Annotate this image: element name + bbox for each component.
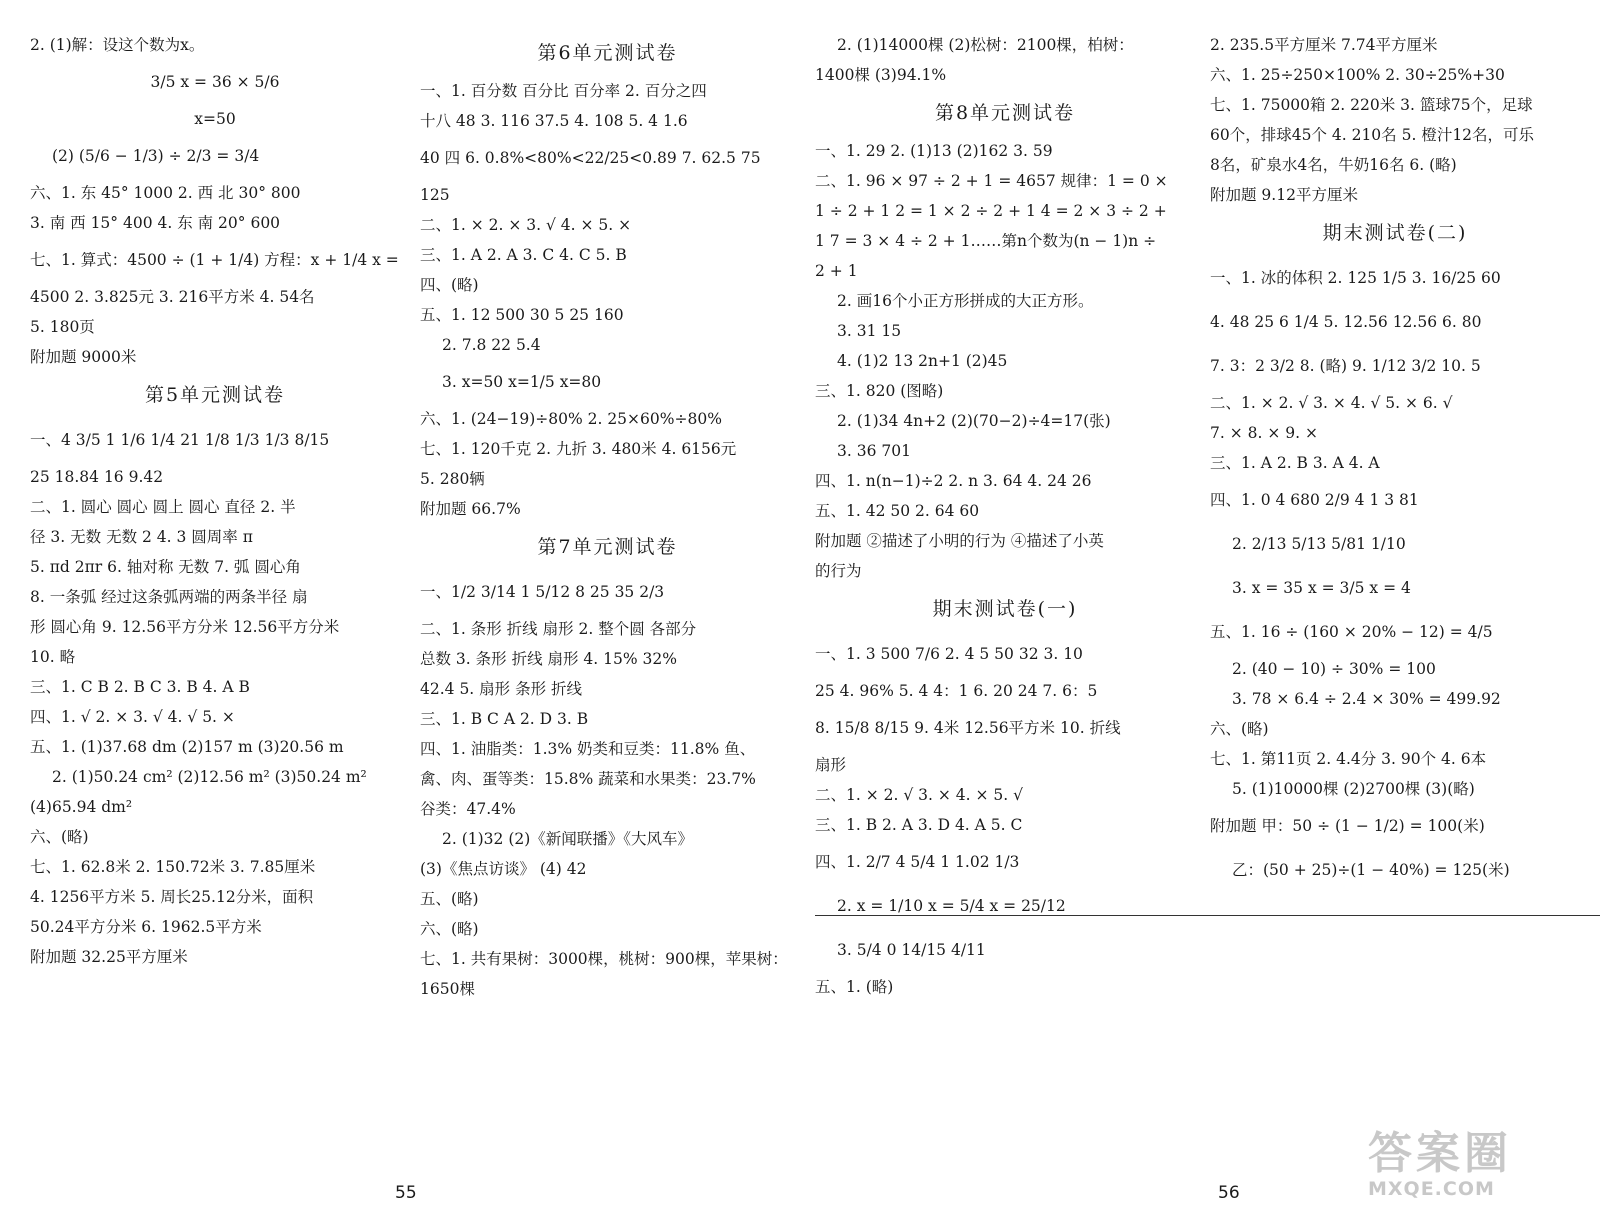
equation-line: (2) (5/6 − 1/3) ÷ 2/3 = 3/4 — [52, 147, 260, 165]
text-line: 7. × 8. × 9. × — [1210, 424, 1318, 442]
text-line: 2 + 1 — [815, 262, 858, 280]
text-line: 谷类：47.4% — [420, 800, 516, 818]
text-line: 二、1. 96 × 97 ÷ 2 + 1 = 4657 规律：1 = 0 × — [815, 172, 1168, 190]
text-line: 2. 2/13 5/13 5/81 1/10 — [1232, 535, 1406, 553]
text-line: 3. x = 35 x = 3/5 x = 4 — [1232, 579, 1411, 597]
text-line: 7. 3：2 3/2 8. (略) 9. 1/12 3/2 10. 5 — [1210, 357, 1481, 375]
text-line: 总数 3. 条形 折线 扇形 4. 15% 32% — [420, 650, 677, 668]
text-line: 形 圆心角 9. 12.56平方分米 12.56平方分米 — [30, 618, 340, 636]
text-line: 一、1. 3 500 7/6 2. 4 5 50 32 3. 10 — [815, 645, 1083, 663]
text-line: 2. (1)解：设这个数为x。 — [30, 36, 205, 54]
text-line: 42.4 5. 扇形 条形 折线 — [420, 680, 583, 698]
text-line: 七、1. 62.8米 2. 150.72米 3. 7.85厘米 — [30, 858, 316, 876]
text-line: 六、(略) — [1210, 720, 1269, 738]
section-heading: 第5单元测试卷 — [144, 384, 286, 406]
column-3 — [815, 30, 1195, 1002]
text-line: 的行为 — [815, 562, 862, 580]
text-line: 五、1. 12 500 30 5 25 160 — [420, 306, 624, 324]
text-line: 2. 235.5平方厘米 7.74平方厘米 — [1210, 36, 1438, 54]
text-line: 2. (1)50.24 cm² (2)12.56 m² (3)50.24 m² — [52, 768, 367, 786]
text-line: 2. (1)34 4n+2 (2)(70−2)÷4=17(张) — [837, 412, 1111, 430]
text-line: 七、1. 算式：4500 ÷ (1 + 1/4) 方程：x + 1/4 x = — [30, 251, 399, 269]
text-line: 三、1. B C A 2. D 3. B — [420, 710, 589, 728]
text-line: 5. 180页 — [30, 318, 95, 336]
text-line: 2. (40 − 10) ÷ 30% = 100 — [1232, 660, 1436, 678]
text-line: 2. (1)32 (2)《新闻联播》《大风车》 — [442, 830, 694, 848]
text-line: 附加题 9000米 — [30, 348, 137, 366]
text-line: 六、1. (24−19)÷80% 2. 25×60%÷80% — [420, 410, 722, 428]
text-line: 附加题 66.7% — [420, 500, 521, 518]
text-line: 2. (1)14000棵 (2)松树：2100棵，柏树： — [837, 36, 1134, 54]
section-heading: 第6单元测试卷 — [537, 42, 678, 64]
text-line: 六、1. 东 45° 1000 2. 西 北 30° 800 — [30, 184, 301, 202]
text-line: 25 18.84 16 9.42 — [30, 468, 164, 486]
text-line: 六、(略) — [30, 828, 89, 846]
text-line: 二、1. 条形 折线 扇形 2. 整个圆 各部分 — [420, 620, 697, 638]
page-number-right: 56 — [1218, 1183, 1240, 1203]
text-line: 3. 5/4 0 14/15 4/11 — [837, 941, 986, 959]
divider-line — [815, 915, 1600, 916]
watermark-url: MXQE.COM — [1368, 1178, 1495, 1200]
text-line: 二、1. 圆心 圆心 圆上 圆心 直径 2. 半 — [30, 498, 296, 516]
column-4 — [1210, 30, 1580, 892]
watermark-text: 答案圈 — [1368, 1128, 1512, 1179]
text-line: 扇形 — [815, 756, 847, 774]
text-line: 乙：(50 + 25)÷(1 − 40%) = 125(米) — [1232, 861, 1510, 879]
text-line: 四、1. 2/7 4 5/4 1 1.02 1/3 — [815, 853, 1020, 871]
section-heading: 期末测试卷(一) — [932, 598, 1078, 620]
text-line: 四、1. √ 2. × 3. √ 4. √ 5. × — [30, 708, 235, 726]
text-line: 三、1. C B 2. B C 3. B 4. A B — [30, 678, 250, 696]
text-line: 七、1. 第11页 2. 4.4分 3. 90个 4. 6本 — [1210, 750, 1487, 768]
column-2 — [420, 30, 795, 1004]
text-line: 一、4 3/5 1 1/6 1/4 21 1/8 1/3 1/3 8/15 — [30, 431, 330, 449]
text-line: 二、1. × 2. √ 3. × 4. √ 5. × 6. √ — [1210, 394, 1453, 412]
text-line: 三、1. A 2. B 3. A 4. A — [1210, 454, 1380, 472]
text-line: 一、1. 29 2. (1)13 (2)162 3. 59 — [815, 142, 1053, 160]
text-line: 5. (1)10000棵 (2)2700棵 (3)(略) — [1232, 780, 1475, 798]
text-line: 五、1. (1)37.68 dm (2)157 m (3)20.56 m — [30, 738, 344, 756]
text-line: 禽、肉、蛋等类：15.8% 蔬菜和水果类：23.7% — [420, 770, 756, 788]
text-line: 径 3. 无数 无数 2 4. 3 圆周率 π — [30, 528, 253, 546]
text-line: 五、1. 42 50 2. 64 60 — [815, 502, 980, 520]
text-line: 50.24平方分米 6. 1962.5平方米 — [30, 918, 262, 936]
text-line: 十八 48 3. 116 37.5 4. 108 5. 4 1.6 — [420, 112, 688, 130]
text-line: 10. 略 — [30, 648, 76, 666]
text-line: 3. 36 701 — [837, 442, 911, 460]
column-1 — [30, 30, 400, 972]
text-line: 2. 画16个小正方形拼成的大正方形。 — [837, 292, 1094, 310]
text-line: 四、(略) — [420, 276, 479, 294]
text-line: 三、1. B 2. A 3. D 4. A 5. C — [815, 816, 1023, 834]
text-line: 七、1. 75000箱 2. 220米 3. 篮球75个，足球 — [1210, 96, 1533, 114]
text-line: (3)《焦点访谈》 (4) 42 — [420, 860, 587, 878]
text-line: 1400棵 (3)94.1% — [815, 66, 947, 84]
text-line: 三、1. A 2. A 3. C 4. C 5. B — [420, 246, 627, 264]
text-line: (4)65.94 dm² — [30, 798, 133, 816]
text-line: 5. 280辆 — [420, 470, 485, 488]
text-line: 四、1. n(n−1)÷2 2. n 3. 64 4. 24 26 — [815, 472, 1092, 490]
text-line: 附加题 9.12平方厘米 — [1210, 186, 1358, 204]
text-line: 4. 1256平方米 5. 周长25.12分米，面积 — [30, 888, 314, 906]
text-line: 40 四 6. 0.8%<80%<22/25<0.89 7. 62.5 75 — [420, 149, 761, 167]
section-heading: 期末测试卷(二) — [1322, 222, 1468, 244]
text-line: 三、1. 820 (图略) — [815, 382, 944, 400]
text-line: 六、1. 25÷250×100% 2. 30÷25%+30 — [1210, 66, 1505, 84]
text-line: 4. 48 25 6 1/4 5. 12.56 12.56 6. 80 — [1210, 313, 1482, 331]
page-number-left: 55 — [395, 1183, 417, 1203]
text-line: 1 ÷ 2 + 1 2 = 1 × 2 ÷ 2 + 1 4 = 2 × 3 ÷ 2 + — [815, 202, 1167, 220]
text-line: 3. 南 西 15° 400 4. 东 南 20° 600 — [30, 214, 281, 232]
text-line: 3. 78 × 6.4 ÷ 2.4 × 30% = 499.92 — [1232, 690, 1501, 708]
text-line: 附加题 32.25平方厘米 — [30, 948, 188, 966]
text-line: 附加题 ②描述了小明的行为 ④描述了小英 — [815, 532, 1104, 550]
text-line: 4500 2. 3.825元 3. 216平方米 4. 54名 — [30, 288, 315, 306]
text-line: x=50 — [194, 110, 236, 128]
text-line: 1 7 = 3 × 4 ÷ 2 + 1……第n个数为(n − 1)n ÷ — [815, 232, 1157, 250]
text-line: 四、1. 0 4 680 2/9 4 1 3 81 — [1210, 491, 1419, 509]
text-line: 七、1. 120千克 2. 九折 3. 480米 4. 6156元 — [420, 440, 737, 458]
text-line: 四、1. 油脂类：1.3% 奶类和豆类：11.8% 鱼、 — [420, 740, 756, 758]
text-line: 五、(略) — [420, 890, 479, 908]
text-line: 5. πd 2πr 6. 轴对称 无数 7. 弧 圆心角 — [30, 558, 301, 576]
text-line: 二、1. × 2. √ 3. × 4. × 5. √ — [815, 786, 1024, 804]
text-line: 4. (1)2 13 2n+1 (2)45 — [837, 352, 1008, 370]
text-line: 二、1. × 2. × 3. √ 4. × 5. × — [420, 216, 632, 234]
section-heading: 第8单元测试卷 — [934, 102, 1076, 124]
text-line: 8. 15/8 8/15 9. 4米 12.56平方米 10. 折线 — [815, 719, 1121, 737]
text-line: 2. x = 1/10 x = 5/4 x = 25/12 — [837, 897, 1066, 915]
text-line: 一、1/2 3/14 1 5/12 8 25 35 2/3 — [420, 583, 665, 601]
text-line: 一、1. 冰的体积 2. 125 1/5 3. 16/25 60 — [1210, 269, 1501, 287]
text-line: 七、1. 共有果树：3000棵，桃树：900棵，苹果树： — [420, 950, 788, 968]
text-line: 25 4. 96% 5. 4 4：1 6. 20 24 7. 6：5 — [815, 682, 1098, 700]
text-line: 125 — [420, 186, 450, 204]
equation-line: 3/5 x = 36 × 5/6 — [150, 73, 280, 91]
text-line: 五、1. (略) — [815, 978, 894, 996]
text-line: 8. 一条弧 经过这条弧两端的两条半径 扇 — [30, 588, 308, 606]
section-heading: 第7单元测试卷 — [537, 536, 678, 558]
text-line: 3. x=50 x=1/5 x=80 — [442, 373, 602, 391]
text-line: 8名，矿泉水4名，牛奶16名 6. (略) — [1210, 156, 1457, 174]
text-line: 2. 7.8 22 5.4 — [442, 336, 541, 354]
text-line: 3. 31 15 — [837, 322, 902, 340]
text-line: 1650棵 — [420, 980, 475, 998]
watermark-logo — [1368, 1130, 1588, 1205]
text-line: 附加题 甲：50 ÷ (1 − 1/2) = 100(米) — [1210, 817, 1485, 835]
text-line: 六、(略) — [420, 920, 479, 938]
text-line: 60个，排球45个 4. 210名 5. 橙汁12名，可乐 — [1210, 126, 1535, 144]
text-line: 一、1. 百分数 百分比 百分率 2. 百分之四 — [420, 82, 707, 100]
text-line: 五、1. 16 ÷ (160 × 20% − 12) = 4/5 — [1210, 623, 1493, 641]
